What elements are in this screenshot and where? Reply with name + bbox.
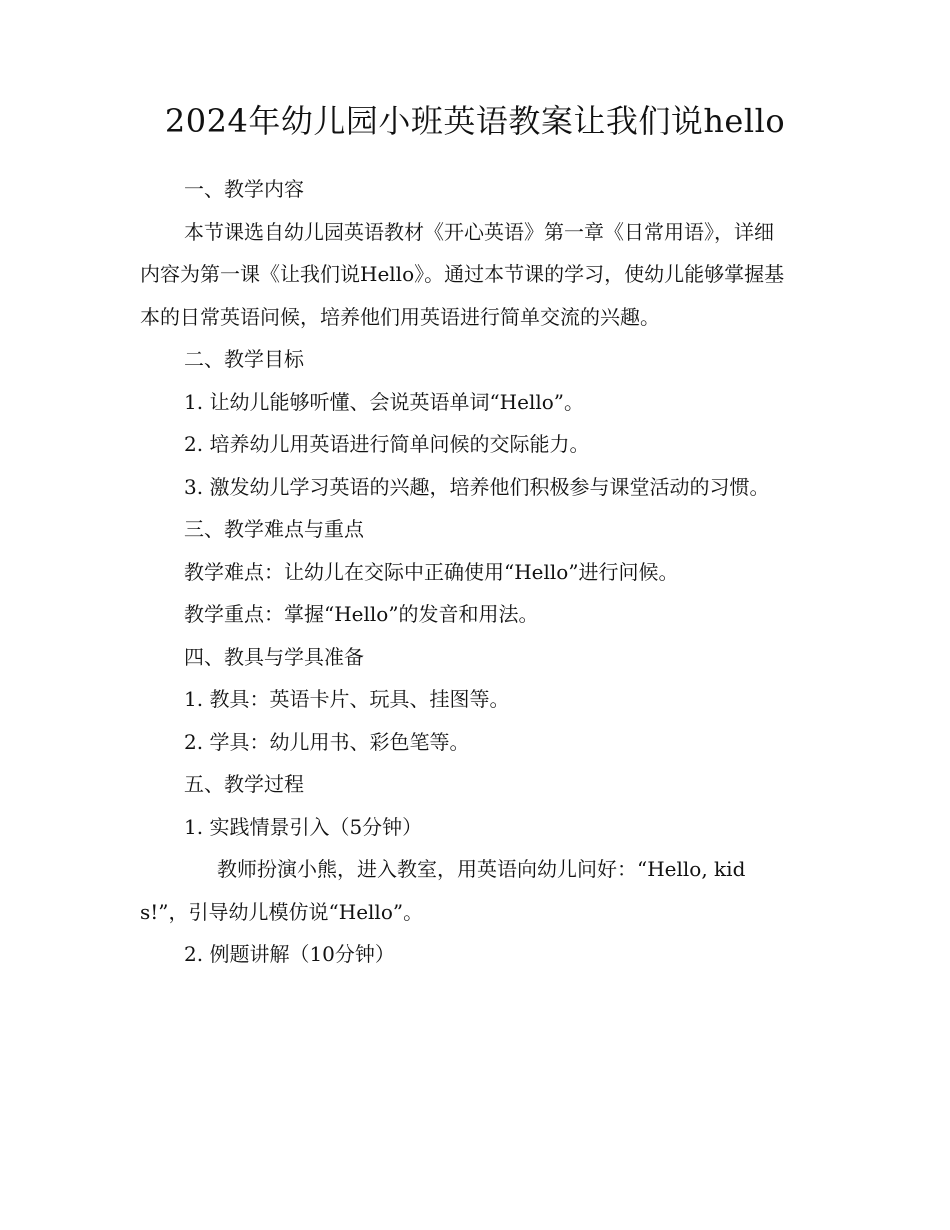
document-body bbox=[140, 168, 790, 976]
section-heading-key-points: 三、教学难点与重点 bbox=[184, 517, 364, 541]
process-step-1: 1. 实践情景引入（5分钟） bbox=[184, 814, 423, 839]
goal-item-3: 3. 激发幼儿学习英语的兴趣，培养他们积极参与课堂活动的习惯。 bbox=[184, 474, 770, 499]
paragraph-content-intro: 本节课选自幼儿园英语教材《开心英语》第一章《日常用语》，详细内容为第一课《让我们说Hello》。通过本节课的学习，使幼儿能够掌握基本的日常英语问候，培养他们用英语进行简单交流的兴趣。 bbox=[140, 219, 785, 329]
difficulty-text: 教学难点：让幼儿在交际中正确使用“Hello”进行问候。 bbox=[184, 559, 679, 584]
material-item-1: 1. 教具：英语卡片、玩具、挂图等。 bbox=[184, 687, 510, 711]
process-step-1-detail: 教师扮演小熊，进入教室，用英语向幼儿问好：“Hello, kids!”，引导幼儿模仿说“Hello”。 bbox=[140, 857, 746, 924]
section-heading-process: 五、教学过程 bbox=[184, 772, 304, 796]
goal-item-2: 2. 培养幼儿用英语进行简单问候的交际能力。 bbox=[184, 432, 590, 456]
goal-item-1: 1. 让幼儿能够听懂、会说英语单词“Hello”。 bbox=[184, 389, 584, 414]
material-item-2: 2. 学具：幼儿用书、彩色笔等。 bbox=[184, 729, 470, 754]
focus-text: 教学重点：掌握“Hello”的发音和用法。 bbox=[184, 602, 539, 626]
section-heading-materials: 四、教具与学具准备 bbox=[184, 644, 364, 669]
process-step-2: 2. 例题讲解（10分钟） bbox=[184, 942, 395, 966]
document-title: 2024年幼儿园小班英语教案让我们说hello bbox=[164, 102, 786, 140]
section-heading-goals: 二、教学目标 bbox=[184, 347, 304, 371]
section-heading-content: 一、教学内容 bbox=[184, 177, 304, 201]
